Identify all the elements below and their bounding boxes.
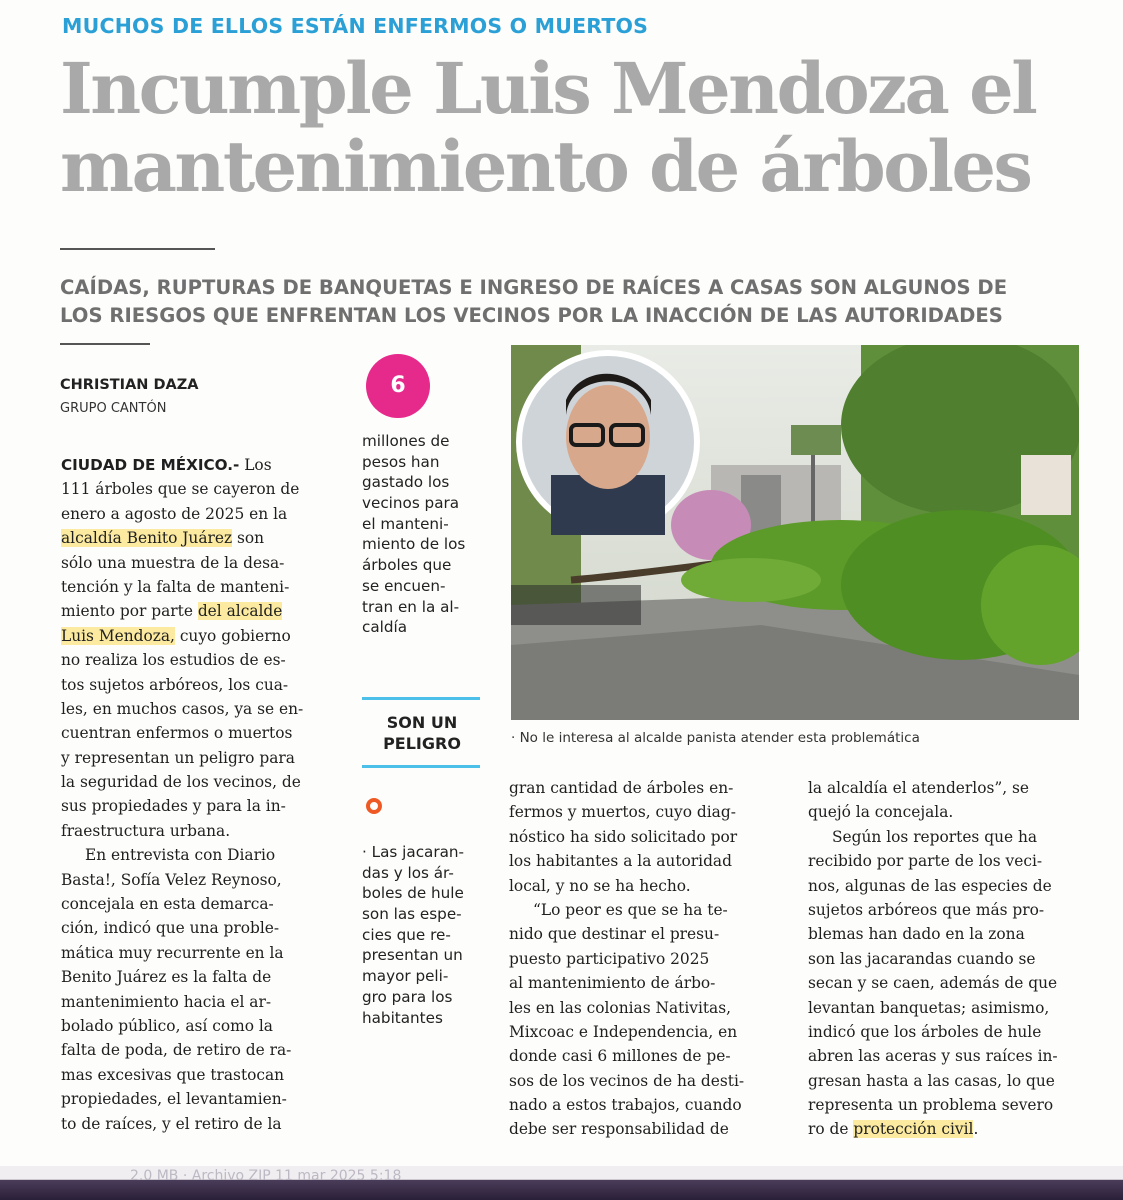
- bullet-ring-icon: [366, 798, 382, 814]
- body-line: miento por parte del alcalde: [61, 602, 283, 621]
- body-line: mantenimiento hacia el ar-: [61, 992, 272, 1011]
- stat-badge: 6: [366, 354, 430, 418]
- highlighted-text: Luis Mendoza,: [61, 626, 175, 645]
- stat-line: se encuen-: [362, 576, 446, 595]
- body-line: gran cantidad de árboles en-: [509, 779, 734, 797]
- body-line: recibido por parte de los veci-: [808, 852, 1043, 871]
- body-line: son las jacarandas cuando se: [808, 949, 1036, 968]
- danger-line: das y los ár-: [362, 863, 454, 882]
- danger-bottom-rule: [362, 765, 480, 768]
- headline-line-1: Incumple Luis Mendoza el: [60, 47, 1036, 130]
- stat-line: el manteni-: [362, 514, 449, 533]
- danger-title: SON UN PELIGRO: [383, 713, 461, 753]
- body-line: ción, indicó que una proble-: [61, 919, 280, 938]
- danger-line: son las espe-: [362, 905, 462, 924]
- body-line: tención y la falta de manteni-: [61, 577, 290, 596]
- danger-line: habitantes: [362, 1008, 443, 1027]
- body-line: gresan hasta a las casas, lo que: [808, 1071, 1055, 1090]
- body-line: Luis Mendoza, cuyo gobierno: [61, 626, 291, 645]
- stat-line: miento de los: [362, 535, 466, 554]
- danger-line: boles de hule: [362, 884, 464, 903]
- body-line: nado a estos trabajos, cuando: [509, 1096, 742, 1115]
- body-line: donde casi 6 millones de pe-: [509, 1047, 731, 1066]
- stat-description: [362, 431, 487, 638]
- body-line: los habitantes a la autoridad: [509, 852, 732, 871]
- highlighted-text: protección civil: [853, 1120, 974, 1139]
- danger-line: mayor peli-: [362, 967, 449, 986]
- article-photo: [511, 345, 1079, 720]
- body-line: tos sujetos arbóreos, los cua-: [61, 675, 289, 694]
- body-line: blemas han dado en la zona: [808, 925, 1025, 944]
- body-line: Benito Juárez es la falta de: [61, 968, 272, 987]
- body-line: abren las aceras y sus raíces in-: [808, 1047, 1058, 1066]
- body-line: alcaldía Benito Juárez son: [61, 529, 265, 548]
- headline: [60, 47, 1090, 208]
- deck-divider: [60, 343, 150, 345]
- body-line: representa un problema severo: [808, 1096, 1054, 1115]
- body-line: to de raíces, y el retiro de la: [61, 1114, 282, 1133]
- danger-line: presentan un: [362, 946, 463, 965]
- body-line: “Lo peor es que se ha te-: [533, 900, 728, 919]
- body-line: mas excesivas que trastocan: [61, 1065, 285, 1084]
- danger-line: · Las jacaran-: [362, 843, 465, 861]
- article-column-4: [808, 776, 1083, 1142]
- headline-divider: [60, 248, 215, 250]
- body-line: sólo una muestra de la desa-: [61, 553, 285, 572]
- body-line: CIUDAD DE MÉXICO.- Los: [61, 456, 272, 474]
- body-line: Según los reportes que ha: [832, 827, 1038, 846]
- stat-line: millones de: [362, 432, 450, 450]
- author-name: CHRISTIAN DAZA: [60, 377, 199, 393]
- body-line: nóstico ha sido solicitado por: [509, 827, 738, 846]
- stat-line: caldía: [362, 618, 408, 637]
- stat-line: árboles que: [362, 556, 452, 575]
- danger-top-rule: [362, 697, 480, 700]
- article-column-3: [509, 776, 784, 1142]
- body-line: cuentran enfermos o muertos: [61, 724, 293, 743]
- body-line: les, en muchos casos, ya se en-: [61, 699, 304, 718]
- danger-description: [362, 842, 487, 1028]
- body-line: sujetos arbóreos que más pro-: [808, 900, 1045, 919]
- body-line: concejala en esta demarca-: [61, 895, 274, 914]
- highlighted-text: alcaldía Benito Juárez: [61, 529, 233, 548]
- dateline: CIUDAD DE MÉXICO.-: [61, 456, 240, 474]
- byline: [60, 377, 198, 416]
- body-line: Mixcoac e Independencia, en: [509, 1022, 738, 1041]
- deck-line-1: CAÍDAS, RUPTURAS DE BANQUETAS E INGRESO DE RAÍCES A CASAS SON ALGUNOS DE: [60, 276, 1008, 299]
- article-column-1: [61, 453, 333, 1136]
- stat-line: pesos han: [362, 452, 440, 471]
- kicker: MUCHOS DE ELLOS ESTÁN ENFERMOS O MUERTOS: [62, 14, 649, 38]
- stat-line: vecinos para: [362, 494, 460, 513]
- headline-line-2: mantenimiento de árboles: [60, 125, 1031, 208]
- body-line: fermos y muertos, cuyo diag-: [509, 803, 736, 822]
- body-line: debe ser responsabilidad de: [509, 1120, 729, 1139]
- fallen-tree-street-image: [511, 345, 1079, 720]
- stat-line: gastado los: [362, 473, 450, 492]
- body-line: secan y se caen, además de que: [808, 974, 1058, 993]
- stat-line: tran en la al-: [362, 597, 460, 616]
- body-line: sus propiedades y para la in-: [61, 797, 286, 816]
- body-line: Basta!, Sofía Velez Reynoso,: [61, 870, 282, 889]
- body-line: fraestructura urbana.: [61, 821, 231, 840]
- author-organization: GRUPO CANTÓN: [60, 401, 167, 416]
- body-line: bolado público, así como la: [61, 1016, 273, 1035]
- body-line: falta de poda, de retiro de ra-: [61, 1041, 292, 1060]
- body-line: la alcaldía el atenderlos”, se: [808, 779, 1030, 797]
- body-line: ro de protección civil.: [808, 1120, 979, 1139]
- body-line: no realiza los estudios de es-: [61, 651, 286, 670]
- body-line: 111 árboles que se cayeron de: [61, 480, 300, 499]
- danger-line: cies que re-: [362, 925, 451, 944]
- deck-line-2: LOS RIESGOS QUE ENFRENTAN LOS VECINOS POR LA INACCIÓN DE LAS AUTORIDADES: [60, 304, 1003, 327]
- body-line: enero a agosto de 2025 en la: [61, 504, 288, 523]
- body-line: quejó la concejala.: [808, 803, 954, 822]
- body-line: nido que destinar el presu-: [509, 925, 720, 944]
- photo-caption: · No le interesa al alcalde panista atender esta problemática: [511, 730, 920, 746]
- body-line: local, y no se ha hecho.: [509, 876, 691, 895]
- body-line: nos, algunas de las especies de: [808, 876, 1052, 895]
- body-line: En entrevista con Diario: [85, 846, 276, 865]
- danger-line: gro para los: [362, 987, 453, 1006]
- body-line: y representan un peligro para: [61, 748, 295, 767]
- body-line: indicó que los árboles de hule: [808, 1022, 1042, 1041]
- body-line: puesto participativo 2025: [509, 949, 710, 968]
- body-line: les en las colonias Nativitas,: [509, 998, 732, 1017]
- deck: [60, 274, 1090, 330]
- body-line: mática muy recurrente en la: [61, 943, 284, 962]
- body-line: la seguridad de los vecinos, de: [61, 773, 301, 792]
- body-line: propiedades, el levantamien-: [61, 1090, 287, 1109]
- footer-ghost-text: 2.0 MB · Archivo ZIP 11 mar 2025 5:18: [130, 1168, 402, 1184]
- body-line: sos de los vecinos de ha desti-: [509, 1071, 745, 1090]
- body-line: levantan banquetas; asimismo,: [808, 998, 1050, 1017]
- highlighted-text: del alcalde: [197, 602, 283, 621]
- body-line: al mantenimiento de árbo-: [509, 974, 716, 993]
